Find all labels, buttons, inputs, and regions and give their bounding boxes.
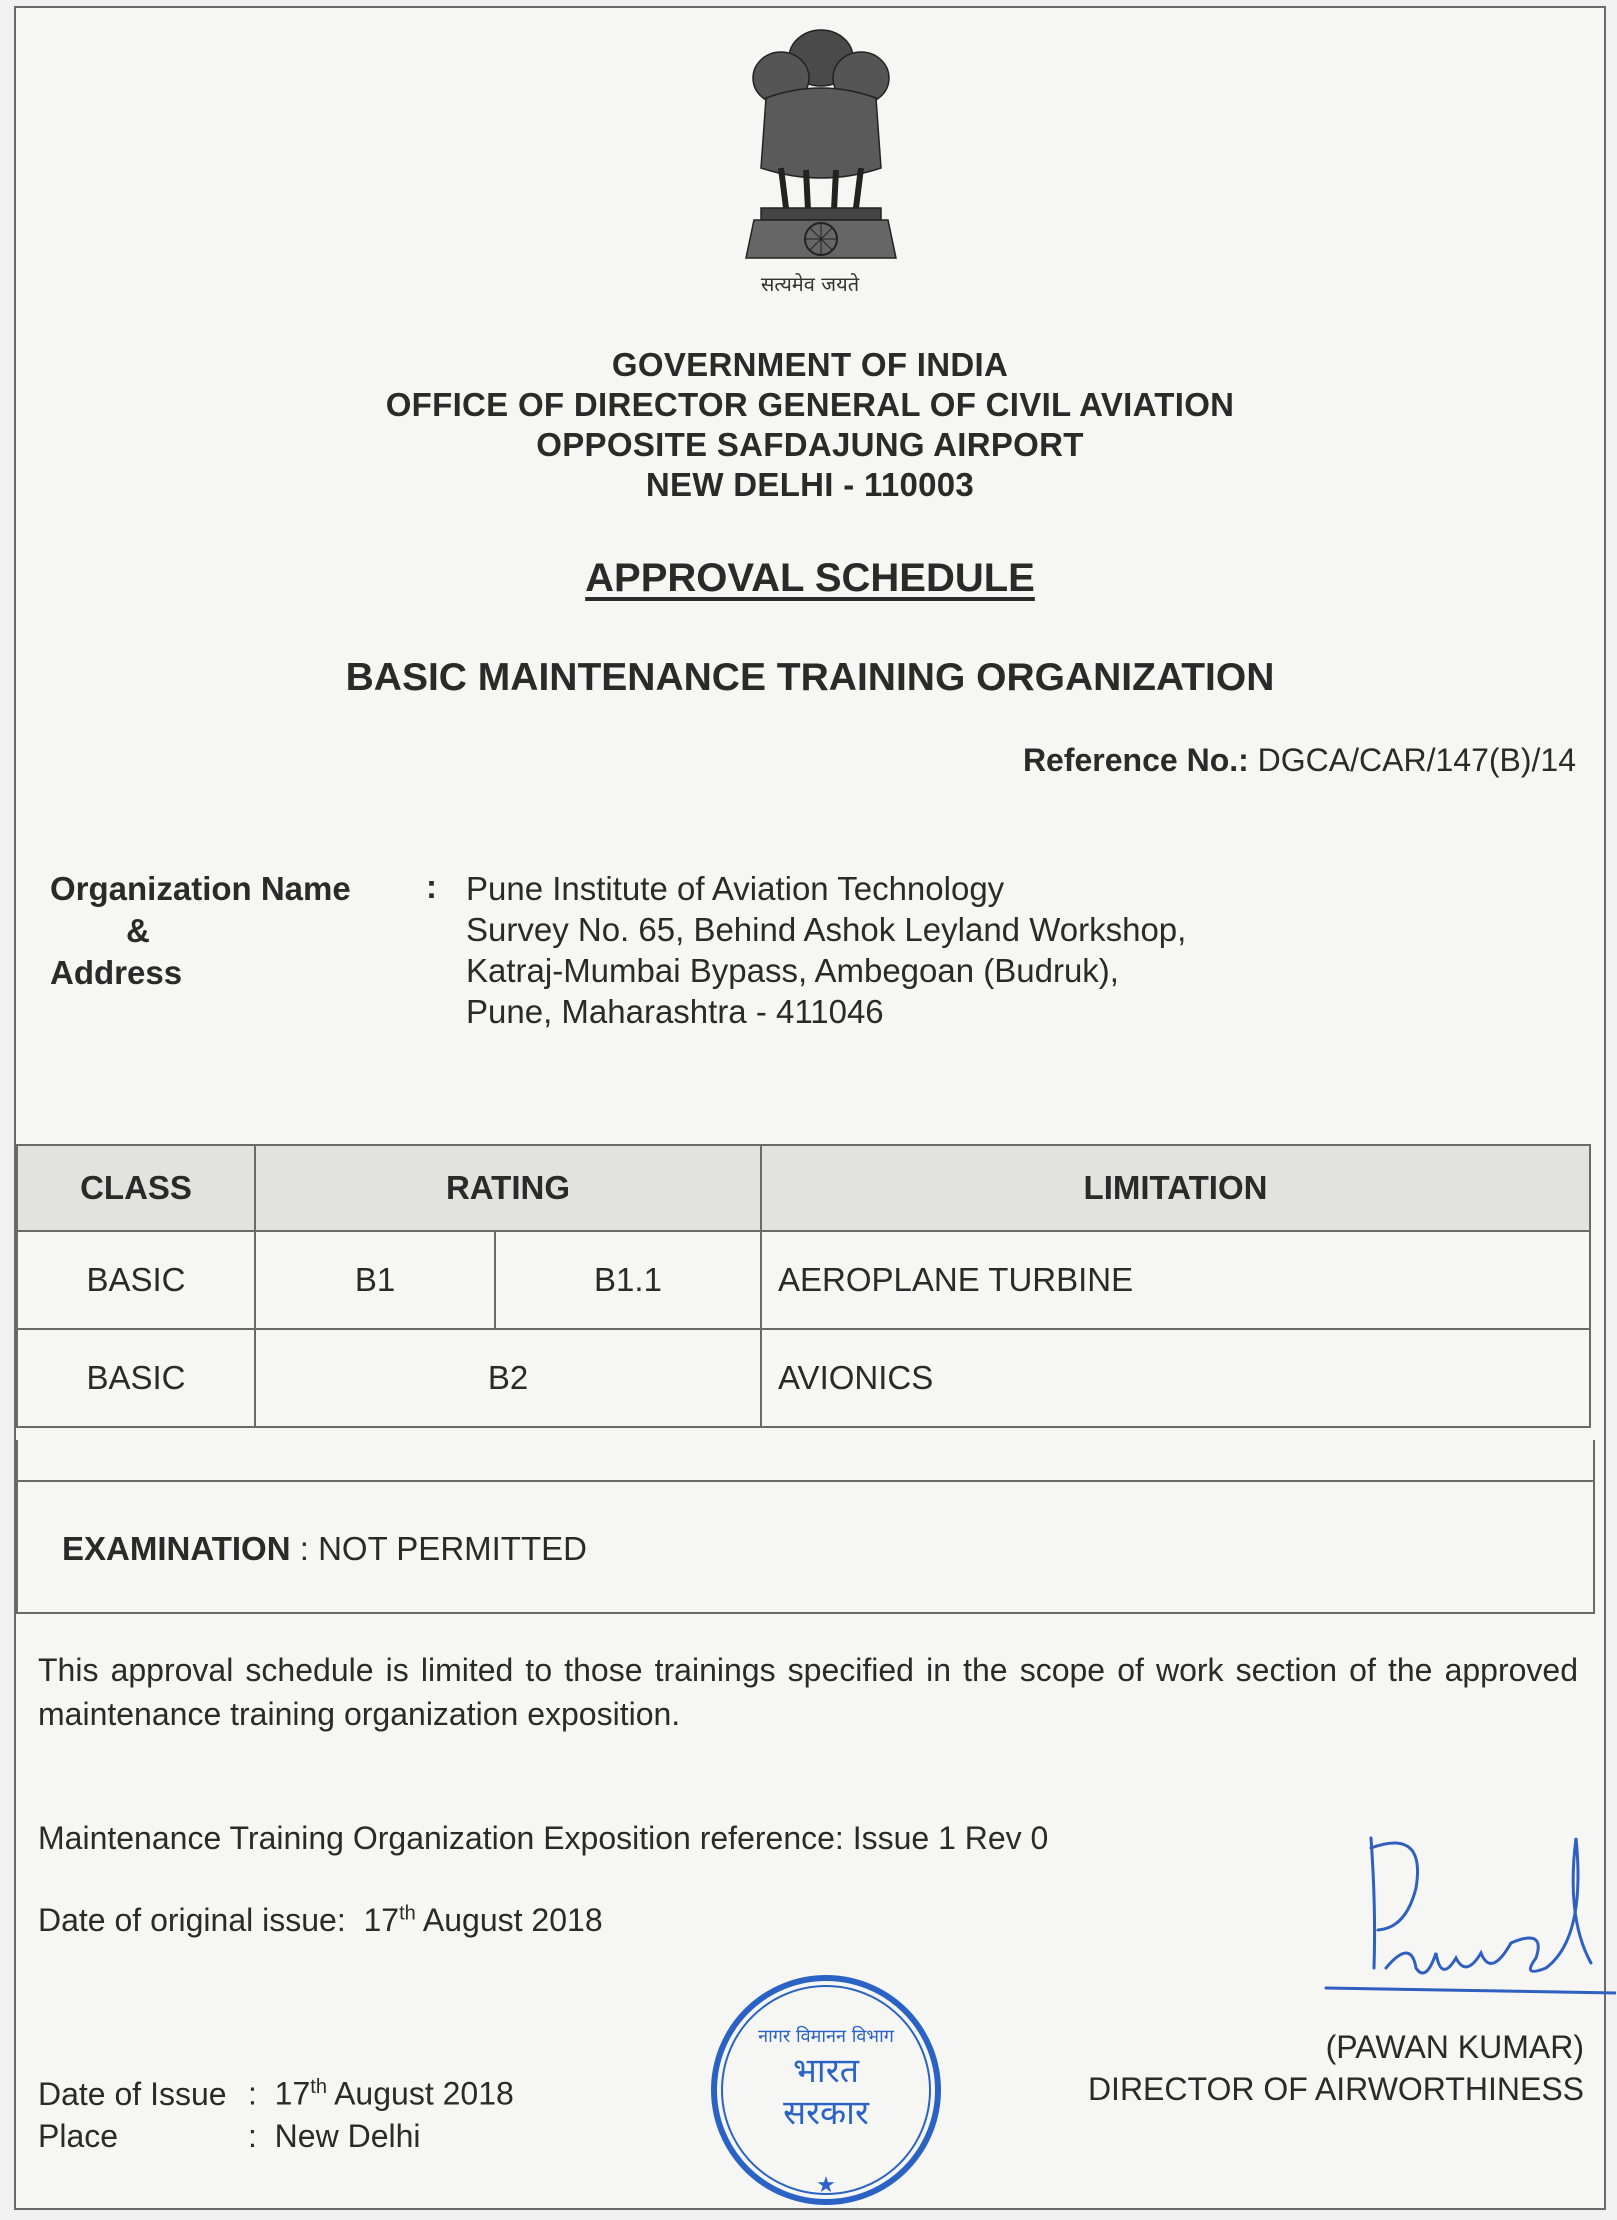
certificate-page bbox=[14, 6, 1606, 2210]
signature-icon bbox=[1316, 1818, 1616, 2023]
cell-class: BASIC bbox=[17, 1329, 255, 1427]
issue-details bbox=[38, 2066, 514, 2157]
issue-place: New Delhi bbox=[274, 2117, 421, 2154]
seal-inner-line1: भारत bbox=[793, 2051, 859, 2091]
ratings-table bbox=[16, 1144, 1591, 1428]
address-line: Pune, Maharashtra - 411046 bbox=[466, 993, 884, 1030]
header-class: CLASS bbox=[17, 1145, 255, 1231]
address-line: Survey No. 65, Behind Ashok Leyland Workshop, bbox=[466, 911, 1187, 948]
address-line: Pune Institute of Aviation Technology bbox=[466, 870, 1005, 907]
seal-outer-text: नागर विमानन विभाग bbox=[758, 2026, 894, 2047]
organization-address bbox=[466, 868, 1186, 1032]
issue-date-line bbox=[38, 2066, 514, 2115]
examination-line bbox=[62, 1530, 587, 1568]
cell-rating: B1 bbox=[255, 1231, 495, 1329]
org-label-amp: & bbox=[126, 912, 150, 949]
issue-sep: : bbox=[248, 2117, 257, 2154]
document-subtitle: BASIC MAINTENANCE TRAINING ORGANIZATION bbox=[345, 656, 1275, 699]
org-label-address: Address bbox=[50, 954, 183, 991]
header-office: OFFICE OF DIRECTOR GENERAL OF CIVIL AVIATION bbox=[385, 386, 1235, 423]
examination-box bbox=[16, 1482, 1595, 1614]
examination-value: : NOT PERMITTED bbox=[299, 1530, 587, 1567]
official-seal-icon bbox=[706, 1970, 946, 2210]
signatory-name: (PAWAN KUMAR) bbox=[1325, 2029, 1584, 2065]
issue-place-label: Place bbox=[38, 2117, 119, 2154]
cell-limitation: AEROPLANE TURBINE bbox=[761, 1231, 1590, 1329]
reference-value: DGCA/CAR/147(B)/14 bbox=[1257, 742, 1576, 778]
scope-note: This approval schedule is limited to those trainings specified in the scope of work section of the approved maintenance training organization exposition. bbox=[38, 1652, 1578, 1732]
seal-star-icon: ★ bbox=[816, 2173, 836, 2198]
document-title: APPROVAL SCHEDULE bbox=[585, 556, 1035, 600]
blank-row bbox=[16, 1440, 1595, 1482]
mtoe-reference: Maintenance Training Organization Exposition reference: Issue 1 Rev 0 bbox=[38, 1820, 1049, 1856]
national-emblem-icon bbox=[726, 18, 916, 303]
header-location: OPPOSITE SAFDAJUNG AIRPORT bbox=[536, 426, 1084, 463]
issue-date-label: Date of Issue bbox=[38, 2075, 227, 2112]
table-row bbox=[17, 1329, 1590, 1427]
original-issue-day: 17 bbox=[363, 1902, 400, 1938]
cell-rating: B2 bbox=[255, 1329, 761, 1427]
issue-day: 17 bbox=[274, 2075, 311, 2112]
cell-class: BASIC bbox=[17, 1231, 255, 1329]
reference-label: Reference No.: bbox=[1022, 742, 1249, 778]
address-line: Katraj-Mumbai Bypass, Ambegoan (Budruk), bbox=[466, 952, 1119, 989]
header-government: GOVERNMENT OF INDIA bbox=[611, 346, 1009, 383]
emblem-motto: सत्यमेव जयते bbox=[760, 272, 860, 296]
examination-label: EXAMINATION bbox=[62, 1530, 291, 1567]
cell-limitation: AVIONICS bbox=[761, 1329, 1590, 1427]
issue-date-rest: August 2018 bbox=[334, 2075, 514, 2112]
signatory-designation: DIRECTOR OF AIRWORTHINESS bbox=[1087, 2071, 1584, 2107]
signatory-block bbox=[1088, 2026, 1584, 2110]
table-header-row bbox=[17, 1145, 1590, 1231]
header-rating: RATING bbox=[255, 1145, 761, 1231]
header-limitation: LIMITATION bbox=[761, 1145, 1590, 1231]
org-label-name: Organization Name bbox=[50, 870, 351, 907]
original-issue-label: Date of original issue: bbox=[38, 1902, 346, 1938]
table-row bbox=[17, 1231, 1590, 1329]
issue-place-line bbox=[38, 2115, 514, 2157]
issue-sep: : bbox=[248, 2075, 257, 2112]
cell-subrating: B1.1 bbox=[495, 1231, 761, 1329]
organization-label bbox=[50, 868, 351, 994]
org-colon: : bbox=[426, 868, 437, 905]
issue-suffix: th bbox=[310, 2076, 327, 2098]
seal-inner-line2: सरकार bbox=[783, 2093, 869, 2133]
original-issue-date bbox=[38, 1902, 603, 1939]
original-issue-rest: August 2018 bbox=[422, 1902, 603, 1938]
original-issue-suffix: th bbox=[399, 1902, 416, 1925]
reference-number bbox=[1023, 742, 1576, 779]
header-city: NEW DELHI - 110003 bbox=[645, 466, 975, 503]
